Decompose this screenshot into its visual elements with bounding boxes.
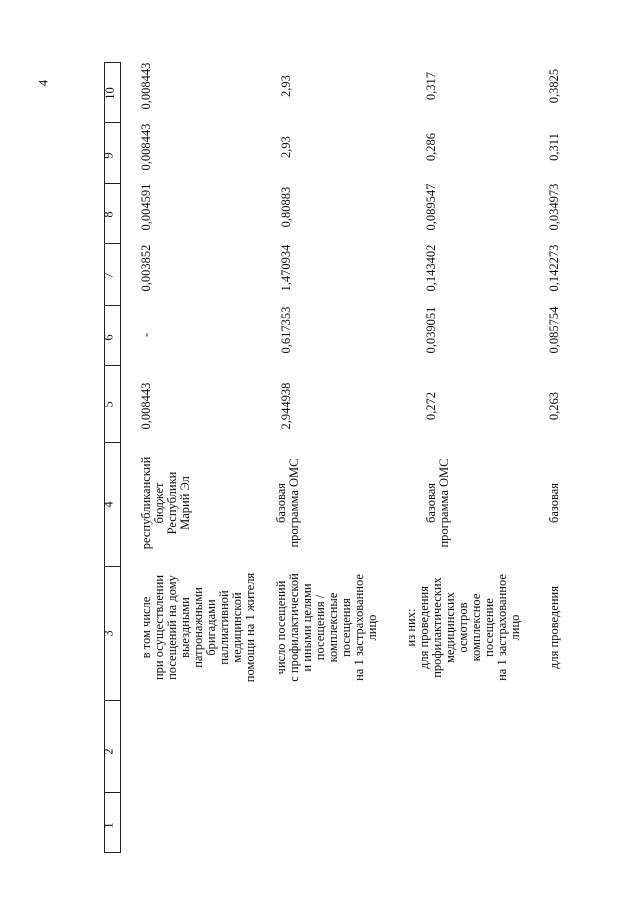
row3-col5: 0,272	[424, 391, 438, 421]
row2-col5: 2,944938	[279, 382, 293, 430]
header-col-9: 9	[101, 152, 116, 159]
row1-col8: 0,004591	[139, 183, 153, 231]
row2-col6: 0,617353	[279, 306, 293, 354]
header-col-7: 7	[101, 272, 116, 279]
table-border-top	[104, 62, 105, 852]
row4-col3: для проведения	[547, 586, 561, 669]
header-col-2: 2	[101, 748, 116, 755]
row2-col8: 0,80883	[279, 186, 293, 228]
row2-col3: число посещений с профилактической и иными целями посещения / комплексные посещения на 1 застрахованное лицо	[274, 573, 379, 682]
col-sep-9	[104, 183, 121, 184]
row3-col8: 0,089547	[424, 183, 438, 231]
col-sep-5	[104, 442, 121, 443]
row1-col6: -	[139, 332, 153, 338]
header-col-6: 6	[101, 334, 116, 341]
col-sep-10	[104, 122, 121, 123]
row3-col7: 0,143402	[424, 244, 438, 292]
row4-col9: 0,311	[547, 133, 561, 161]
row1-col3: в том числе при осуществлении посещений на дому выездными патронажными бригадами паллиативной медицинской помощи на 1 жителя	[139, 572, 257, 683]
col-sep-3	[104, 700, 121, 701]
header-col-1: 1	[101, 822, 116, 829]
row2-col10: 2,93	[279, 75, 293, 97]
row2-col4: базовая программа ОМС	[274, 458, 301, 548]
col-sep-7	[104, 305, 121, 306]
row4-col6: 0,085754	[547, 306, 561, 354]
row1-col9: 0,008443	[139, 123, 153, 171]
header-col-8: 8	[101, 211, 116, 218]
page-number: 4	[35, 79, 51, 87]
col-sep-4	[104, 566, 121, 567]
row1-col7: 0,003852	[139, 244, 153, 292]
row3-col6: 0,039051	[424, 306, 438, 354]
row4-col8: 0,034973	[547, 183, 561, 231]
row1-col5: 0,008443	[139, 382, 153, 430]
header-col-5: 5	[101, 401, 116, 408]
row4-col7: 0,142273	[547, 244, 561, 292]
header-col-10: 10	[102, 87, 117, 100]
row2-col9: 2,93	[279, 136, 293, 158]
row3-col3: из них: для проведения профилактических медицинских осмотров комплексное посещение на 1 застрахованное лицо	[404, 574, 522, 681]
col-sep-8	[104, 243, 121, 244]
row2-col7: 1,470934	[279, 244, 293, 292]
col-sep-1	[104, 852, 121, 853]
header-col-3: 3	[101, 630, 116, 637]
col-sep-11	[104, 62, 121, 63]
row4-col4: базовая	[547, 482, 561, 524]
row1-col10: 0,008443	[139, 62, 153, 110]
row1-col4: республиканский бюджет Республики Марий Эл	[139, 456, 192, 550]
row3-col9: 0,286	[424, 132, 438, 162]
col-sep-2	[104, 792, 121, 793]
row3-col4: базовая программа ОМС	[424, 458, 451, 548]
header-col-4: 4	[101, 501, 116, 508]
row3-col10: 0,317	[424, 71, 438, 101]
col-sep-6	[104, 365, 121, 366]
row4-col10: 0,3825	[547, 68, 561, 104]
header-divider	[120, 62, 121, 852]
row4-col5: 0,263	[547, 391, 561, 421]
